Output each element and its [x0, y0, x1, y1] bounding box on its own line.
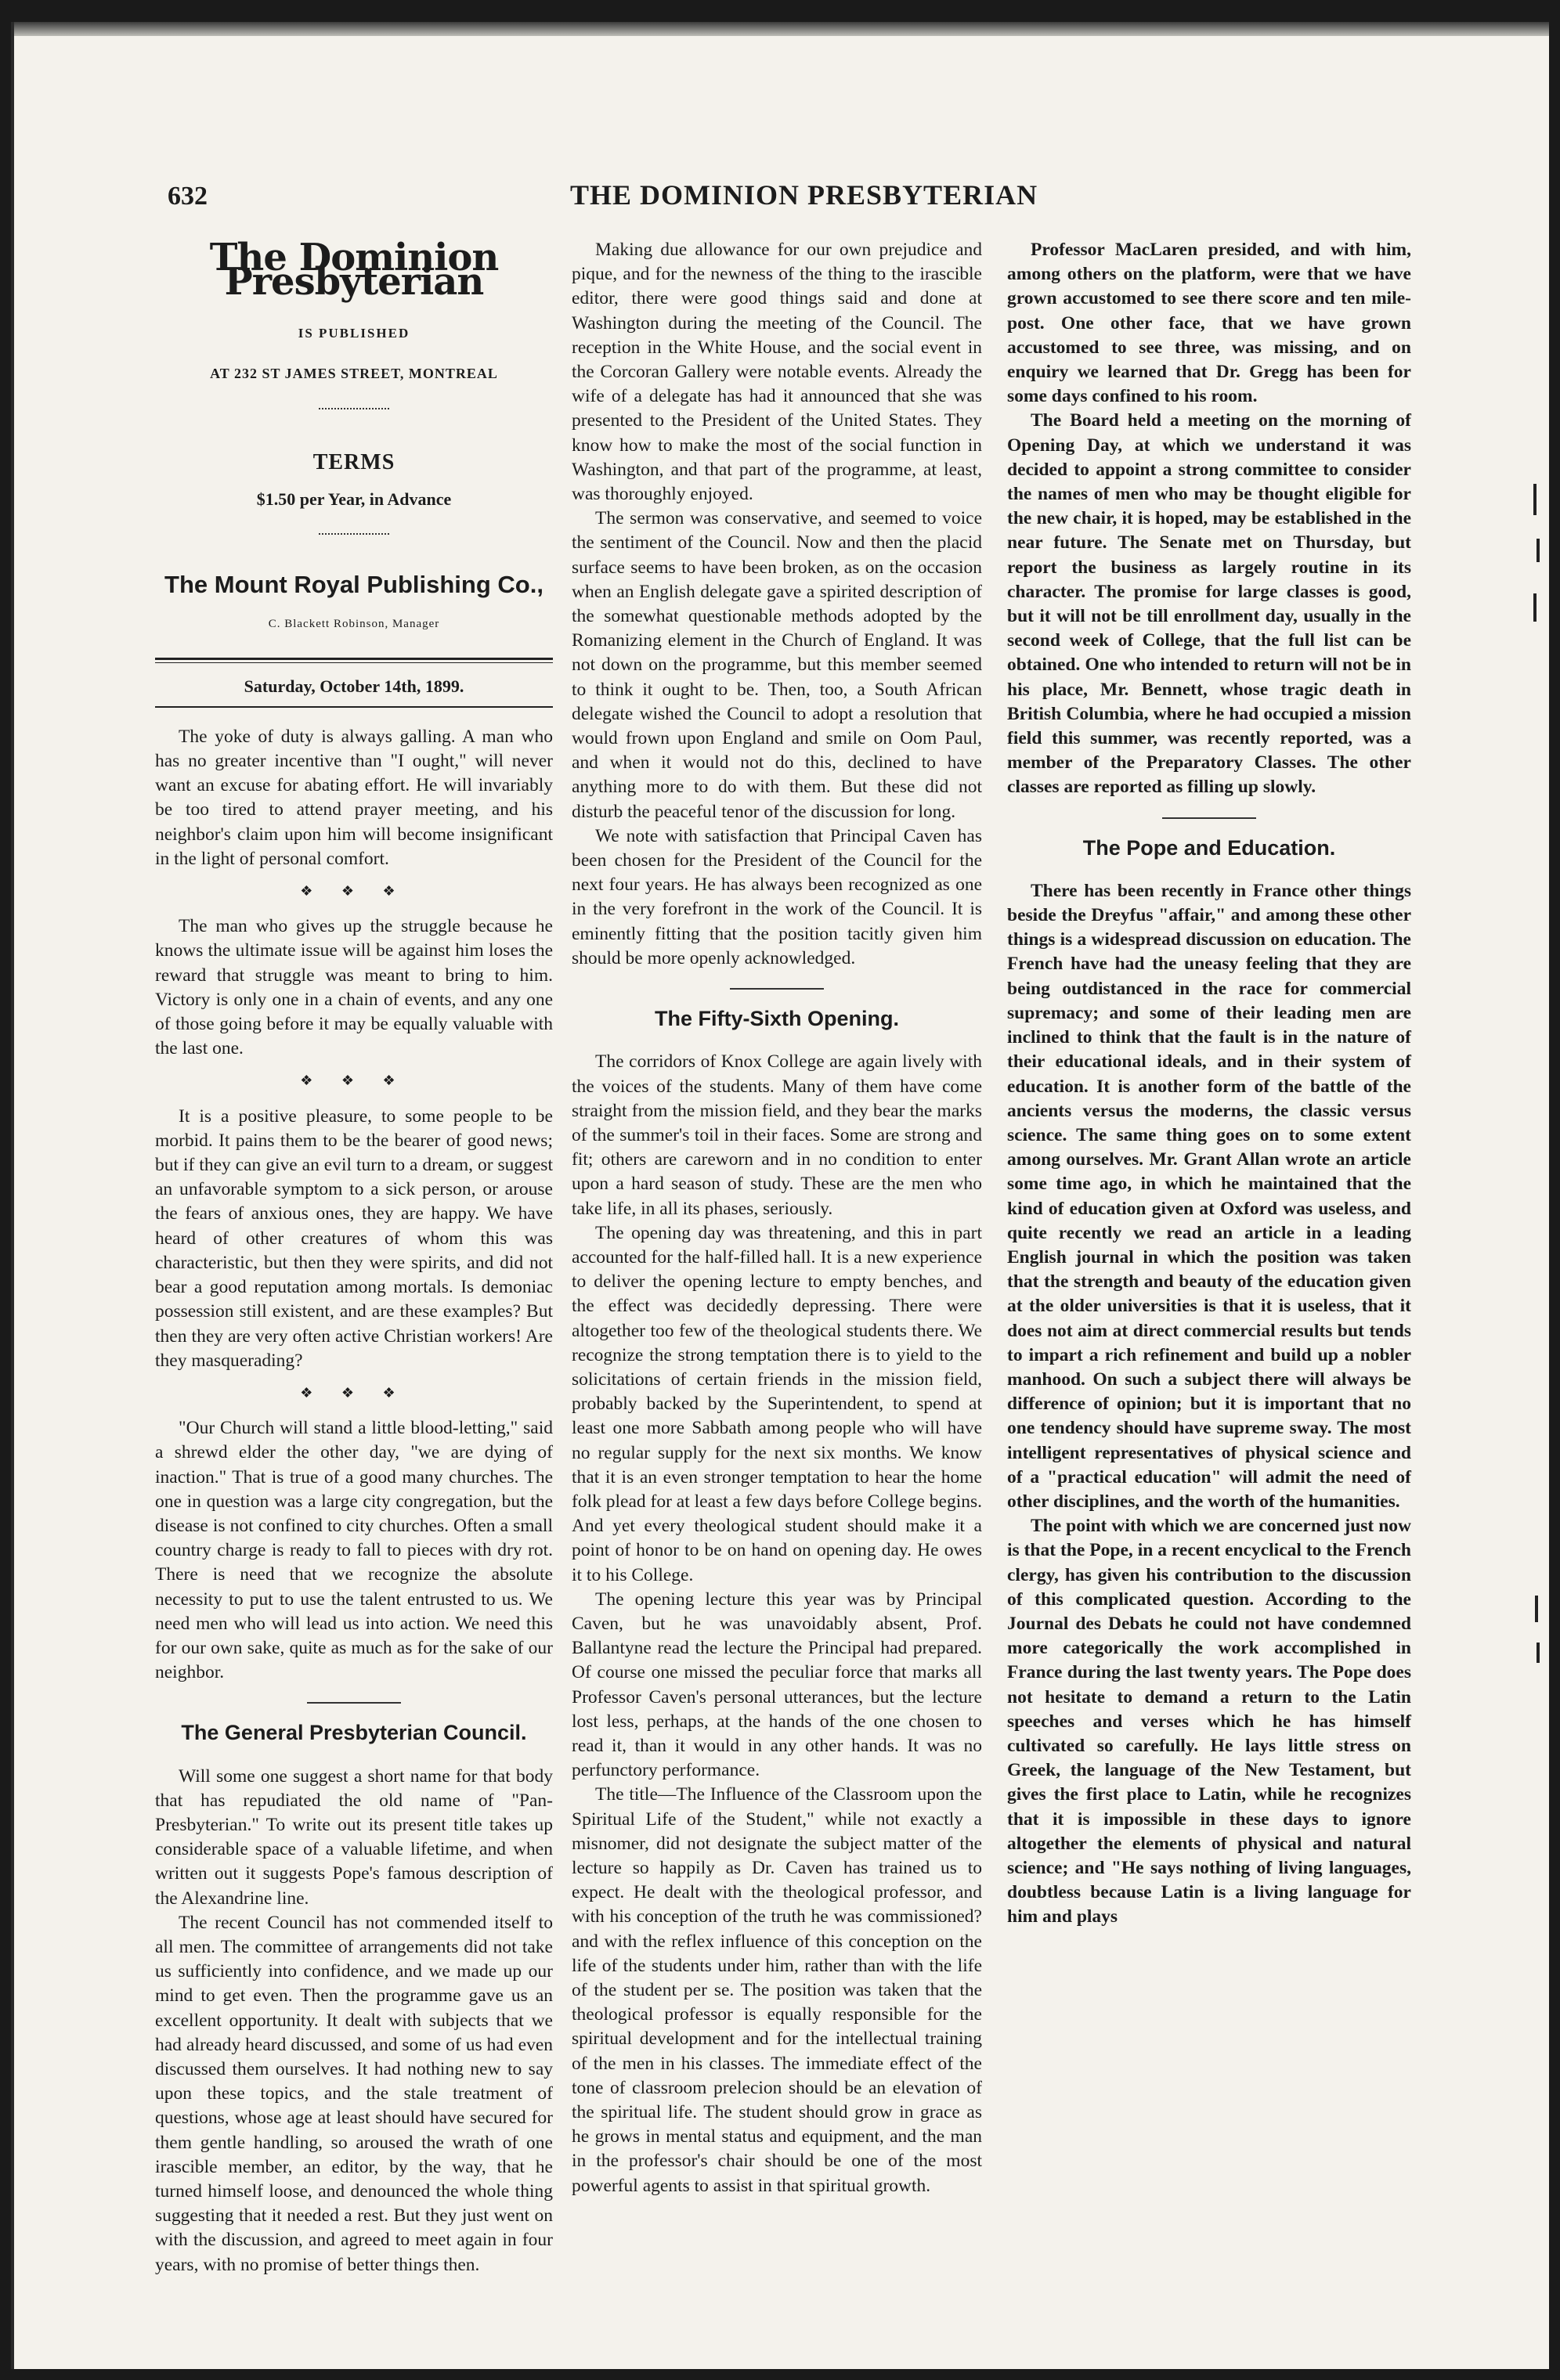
publication-address: AT 232 ST JAMES STREET, MONTREAL: [210, 365, 498, 381]
running-head: [14, 178, 1549, 210]
editorial-paragraph: "Our Church will stand a little blood-letting," said a shrewd elder the other day, "we are dying of inaction." That is true of a good many churches. The one in question was a large city congregation, but the disease is not confined to city churches. Often a small country charge is ready to fall to pieces with dry rot. There is need that we recognize the absolute necessity to put to use the talent entrusted to us. We need men who will lead us into action. We need this for our own sake, quite as much as for the sake of our neighbor.: [155, 1418, 553, 1683]
article-paragraph: Making due allowance for our own prejudice and pique, and for the newness of the thing to the irascible editor, there were good things said and done at Washington during the meeting of the Council. The reception in the White House, and the social event in the Corcoran Gallery were notable events. Already the wife of a delegate has had it announced that she was presented to the President of the United States. They know how to make the most of the social function in Washington, and that part of the programme, at least, was thoroughly enjoyed.: [572, 240, 982, 505]
divider: [319, 408, 389, 409]
divider: [319, 533, 389, 535]
margin-mark: [1535, 1596, 1538, 1622]
section-divider: [730, 988, 824, 990]
column-2: [572, 238, 982, 2198]
margin-mark: [1537, 1643, 1540, 1663]
page-top-edge: [14, 22, 1549, 36]
manager-line: C. Blackett Robinson, Manager: [268, 618, 440, 631]
article-paragraph: The opening day was threatening, and this in part accounted for the half-filled hall. It is a new experience to deliver the opening lecture to empty benches, and the effect was decidedly depressing. There were altogether too few of the theological students there. We recognize the strong temptation there is to yield to the solicitations of certain friends in the mission field, probably backed by the Superintendent, to spend at least one more Sabbath among people who will have no regular supply for the next six months. We know that it is an even stronger temptation to hear the home folk plead for at least a few days before College begins. And yet every theological student should make it a point of honor to be on hand on opening day. He owes it to his College.: [572, 1222, 982, 1585]
section-heading-council: The General Presbyterian Council.: [181, 1721, 527, 1745]
publisher-name: The Mount Royal Publishing Co.,: [164, 571, 543, 599]
ornament-divider: ❖ ❖ ❖: [300, 1073, 408, 1089]
newspaper-page: [11, 22, 1549, 2369]
ornament-divider: ❖ ❖ ❖: [300, 1384, 408, 1401]
margin-mark: [1533, 484, 1537, 515]
editorial-paragraph: The yoke of duty is always galling. A man who has no greater incentive than "I ought," will never want an excuse for abating effort. He will invariably be too tired to attend prayer meeting, and his neighbor's claim upon him will become insignificant in the light of personal comfort.: [155, 726, 553, 869]
article-paragraph: The point with which we are concerned just now is that the Pope, in a recent encyclical to the French clergy, has given his contribution to the discussion of this complicated question. According to the Journal des Debats he could not have condemned more categorically the work accomplished in France during the last twenty years. The Pope does not hesitate to demand a return to the Latin speeches and verses which he has himself cultivated so carefully. He lays little stress on Greek, the language of the New Testament, but gives the first place to Latin, while he recognizes that it is impossible in these days to ignore altogether the elements of physical and natural science; and "He says nothing of living languages, doubtless because Latin is a living language for him and plays: [1007, 1516, 1411, 1927]
date-rule: [155, 706, 553, 708]
article-paragraph: Will some one suggest a short name for that body that has repudiated the old name of "Pan-Presbyterian." To write out its present title takes up considerable space of a valuable lifetime, and when written out it suggests Pope's famous description of the Alexandrine line.: [155, 1765, 553, 1909]
masthead-title: The Dominion Presbyterian: [209, 236, 499, 305]
article-paragraph: The corridors of Knox College are again lively with the voices of the students. Many of them have come straight from the mission field, and they bear the marks of the summer's toil in their faces. Some are strong and fit; others are careworn and in no condition to enter upon a hard season of study. These are the men who take life, in all its phases, seriously.: [572, 1051, 982, 1219]
article-paragraph: The Board held a meeting on the morning of Opening Day, at which we understand it was decided to appoint a strong committee to consider the names of men who may be thought eligible for the new chair, it is hoped, may be established in the near future. The Senate met on Thursday, but report the business as largely routine in its character. The promise for large classes is good, but it will not be till enrollment day, usually in the second week of College, that the full list can be obtained. One who intended to return will not be in his place, Mr. Bennett, whose tragic death in British Columbia, where he had occupied a mission field this summer, was recently reported, was a member of the Preparatory Classes. The other classes are reported as filling up slowly.: [1007, 410, 1411, 798]
subscription-price: $1.50 per Year, in Advance: [256, 489, 452, 510]
article-paragraph: The opening lecture this year was by Principal Caven, but he was unavoidably absent, Prof. Ballantyne read the lecture the Principal had prepared. Of course one missed the peculiar force that marks all Professor Caven's personal utterances, but the lecture lost less, perhaps, at the hands of the one chosen to read it, than it would in any other hands. It was no perfunctory performance.: [572, 1588, 982, 1781]
article-paragraph: The recent Council has not commended itself to all men. The committee of arrangements did not take us sufficiently into confidence, and we made up our mind to get even. Then the programme gave us an excellent opportunity. It dealt with subjects that we had already heard discussed, and some of us had even discussed them ourselves. It had nothing new to say upon these topics, and the stale treatment of questions, whose age at least should have secured for them gentle handling, so aroused the wrath of one irascible member, an editor, by the way, that he turned himself loose, and denounced the whole thing suggesting that it needed a rest. But they just went on with the discussion, and agreed to meet again in four years, with no promise of better things then.: [155, 1912, 553, 2275]
editorial-paragraph: It is a positive pleasure, to some people to be morbid. It pains them to be the bearer of good news; but if they can give an evil turn to a dream, or suggest an unfavorable symptom to a sick person, or arouse the fears of anxious ones, they are happy. We have heard of other creatures of whom this was characteristic, but then they were spirits, and did not bear a good reputation among mortals. Is demoniac possession still existent, and are these examples? But then they are very often active Christian workers! Are they masquerading?: [155, 1105, 553, 1371]
article-paragraph: There has been recently in France other things beside the Dreyfus "affair," and among these other things is a widespread discussion on education. The French have had the uneasy feeling that they are being outdistanced in the race for commercial supremacy; and some of their leading men are inclined to think that the fault is in the nature of their educational ideals, and in their system of education. It is another form of the battle of the ancients versus the moderns, the classic versus science. The same thing goes on to some extent among ourselves. Mr. Grant Allan wrote an article some time ago, in which he maintained that the kind of education given at Oxford was useless, and quite recently we read an article in a leading English journal in which the position was taken that the strength and beauty of the education given at the older universities is that it is useless, that it does not aim at direct commercial results but tends to impart a rich refinement and build up a nobler manhood. On such a subject there will always be difference of opinion; but it is important that no one tendency should have supreme sway. The most intelligent representatives of physical science and of a "practical education" will admit the need of other disciplines, and the worth of the humanities.: [1007, 880, 1411, 1512]
section-divider: [1162, 817, 1256, 819]
terms-heading: TERMS: [312, 449, 395, 474]
article-paragraph: Professor MacLaren presided, and with him, among others on the platform, were that we have grown accustomed to see there score and ten mile-post. One other face, that we have grown accustomed to see three, was missing, and on enquiry we learned that Dr. Gregg has been for some days confined to his room.: [1007, 240, 1411, 407]
page-number: 632: [168, 182, 208, 211]
section-divider: [307, 1702, 401, 1704]
issue-date: Saturday, October 14th, 1899.: [244, 676, 464, 696]
section-heading-pope: The Pope and Education.: [1082, 835, 1336, 860]
section-heading-opening: The Fifty-Sixth Opening.: [655, 1007, 899, 1031]
is-published-label: IS PUBLISHED: [298, 326, 410, 341]
column-3: [1007, 238, 1411, 1930]
margin-mark: [1537, 539, 1540, 562]
masthead-rule: [155, 658, 553, 663]
article-paragraph: We note with satisfaction that Principal Caven has been chosen for the President of the Council for the next four years. He has always been recognized as one in the very forefront in the work of the Council. It is eminently fitting that the position tacitly given him should be more openly acknowledged.: [572, 825, 982, 968]
ornament-divider: ❖ ❖ ❖: [300, 883, 408, 900]
article-paragraph: The title—The Influence of the Classroom upon the Spiritual Life of the Student," while not exactly a misnomer, did not designate the subject matter of the lecture so happily as Dr. Caven has trained us to expect. He dealt with the theological professor, and with his conception of the truth he was commissioned? and with the reflex influence of this conception on the life of the students under him, rather than with the life of the student per se. The position was taken that the theological professor is equally responsible for the spiritual development and for the intellectual training of the men in his classes. The immediate effect of the tone of classroom prelecion should be an elevation of the spiritual life. The student should grow in grace as he grows in mental status and equipment, and the man in the professor's chair should be one of the most powerful agents to assist in that spiritual growth.: [572, 1784, 982, 2196]
article-paragraph: The sermon was conservative, and seemed to voice the sentiment of the Council. Now and then the placid surface seems to have been broken, as on the occasion when an English delegate gave a spirited description of the somewhat questionable methods adopted by the Romanizing element in the Church of England. It was not down on the programme, but this member seemed to think it ought to be. Then, too, a South African delegate wished the Council to adopt a resolution that would frown upon England and smile on Oom Paul, and when it would not do this, declined to have anything more to do with them. But these did not disturb the peaceful tenor of the discussion for long.: [572, 508, 982, 822]
editorial-paragraph: The man who gives up the struggle because he knows the ultimate issue will be against him loses the reward that struggle was meant to bring to him. Victory is only one in a chain of events, and any one of those going before it may be equally valuable with the last one.: [155, 916, 553, 1059]
journal-running-title: THE DOMINION PRESBYTERIAN: [570, 179, 1038, 211]
column-1: [155, 238, 553, 2277]
margin-mark: [1533, 593, 1537, 622]
